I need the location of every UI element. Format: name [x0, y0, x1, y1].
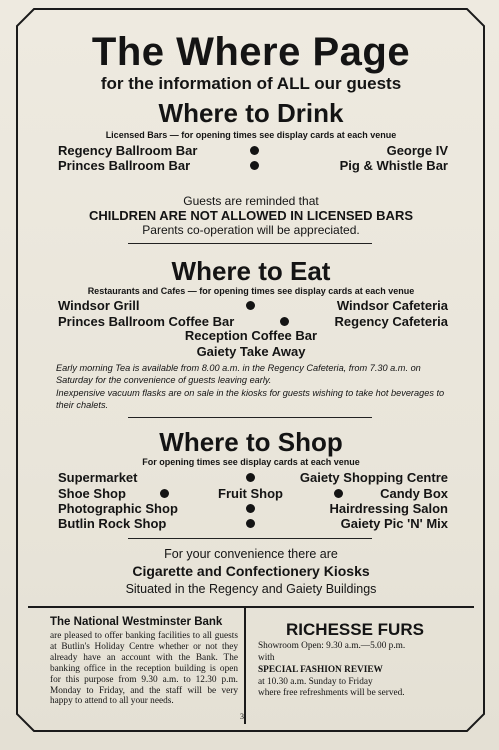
shop-fruit-shop: Fruit Shop [218, 486, 283, 501]
furs-text [258, 641, 468, 700]
kiosk-title: Cigarette and Confectionery Kiosks [132, 563, 370, 579]
shop-photographic-shop: Photographic Shop [58, 501, 178, 516]
reminder-line-1: Guests are reminded that [183, 194, 319, 208]
eat-info-flasks: Inexpensive vacuum flasks are on sale in the kiosks for guests wishing to take hot beverages to their chalets. [56, 388, 445, 410]
shop-candy-box: Candy Box [380, 486, 448, 501]
page-number: 3 [240, 712, 244, 721]
page-subtitle: for the information of ALL our guests [100, 74, 402, 93]
eat-heading: Where to Eat [171, 256, 331, 286]
furs-showroom: Showroom Open: 9.30 a.m.—5.00 p.m. [258, 641, 406, 651]
divider [128, 243, 372, 244]
venue-princes-ballroom-bar: Princes Ballroom Bar [58, 158, 191, 173]
eat-note: Restaurants and Cafes — for opening times see display cards at each venue [87, 286, 415, 296]
venue-windsor-cafeteria: Windsor Cafeteria [336, 298, 448, 313]
bullet-icon [160, 489, 169, 498]
drink-heading: Where to Drink [158, 98, 344, 128]
kiosk-location: Situated in the Regency and Gaiety Buildings [125, 582, 377, 596]
venue-regency-ballroom-bar: Regency Ballroom Bar [58, 143, 198, 158]
furs-title: RICHESSE FURS [286, 620, 424, 639]
venue-george-iv: George IV [386, 143, 448, 158]
furs-with: with [258, 652, 275, 663]
venue-princes-ballroom-coffee-bar: Princes Ballroom Coffee Bar [58, 314, 235, 329]
bullet-icon [246, 504, 255, 513]
reminder-warning: CHILDREN ARE NOT ALLOWED IN LICENSED BARS [88, 208, 414, 223]
venue-pig-and-whistle-bar: Pig & Whistle Bar [339, 158, 448, 173]
drink-note: Licensed Bars — for opening times see display cards at each venue [105, 130, 397, 140]
shop-heading: Where to Shop [159, 427, 343, 457]
furs-review-time: at 10.30 a.m. Sunday to Friday [258, 676, 373, 687]
venue-regency-cafeteria: Regency Cafeteria [334, 314, 448, 329]
bullet-icon [250, 146, 259, 155]
bank-title: The National Westminster Bank [50, 616, 223, 628]
bullet-icon [246, 301, 255, 310]
shop-hairdressing-salon: Hairdressing Salon [329, 501, 448, 516]
bank-text: are pleased to offer banking facilities to all guests at Butlin's Holiday Centre whether or not they already have an account with the Bank. The banking office in the reception building is open for this purpose from 9.30 a.m. to 12.30 p.m. Monday to Friday, and the staff will be very happy to attend to all your needs. [50, 631, 238, 707]
reminder-line-3: Parents co-operation will be appreciated. [142, 223, 360, 237]
bullet-icon [280, 317, 289, 326]
page-title: The Where Page [91, 30, 411, 74]
bullet-icon [246, 519, 255, 528]
venue-windsor-grill: Windsor Grill [58, 298, 140, 313]
divider [128, 417, 372, 418]
venue-gaiety-take-away: Gaiety Take Away [196, 344, 306, 359]
bullet-icon [246, 473, 255, 482]
shop-note: For opening times see display cards at each venue [142, 457, 360, 467]
shop-shoe-shop: Shoe Shop [58, 486, 126, 501]
shop-butlin-rock-shop: Butlin Rock Shop [58, 516, 167, 531]
divider [128, 538, 372, 539]
shop-gaiety-shopping-centre: Gaiety Shopping Centre [299, 470, 448, 485]
bullet-icon [250, 161, 259, 170]
venue-reception-coffee-bar: Reception Coffee Bar [184, 328, 318, 343]
kiosk-intro: For your convenience there are [164, 547, 338, 561]
furs-review-note: where free refreshments will be served. [258, 688, 405, 698]
shop-supermarket: Supermarket [58, 470, 138, 485]
eat-info-tea: Early morning Tea is available from 8.00 a.m. in the Regency Cafeteria, from 7.30 a.m. on Saturday for the convenience of guests leaving early. [56, 363, 421, 385]
advert-divider [244, 606, 246, 724]
furs-review: SPECIAL FASHION REVIEW [258, 665, 383, 675]
bullet-icon [334, 489, 343, 498]
shop-gaiety-pic-n-mix: Gaiety Pic 'N' Mix [340, 516, 448, 531]
